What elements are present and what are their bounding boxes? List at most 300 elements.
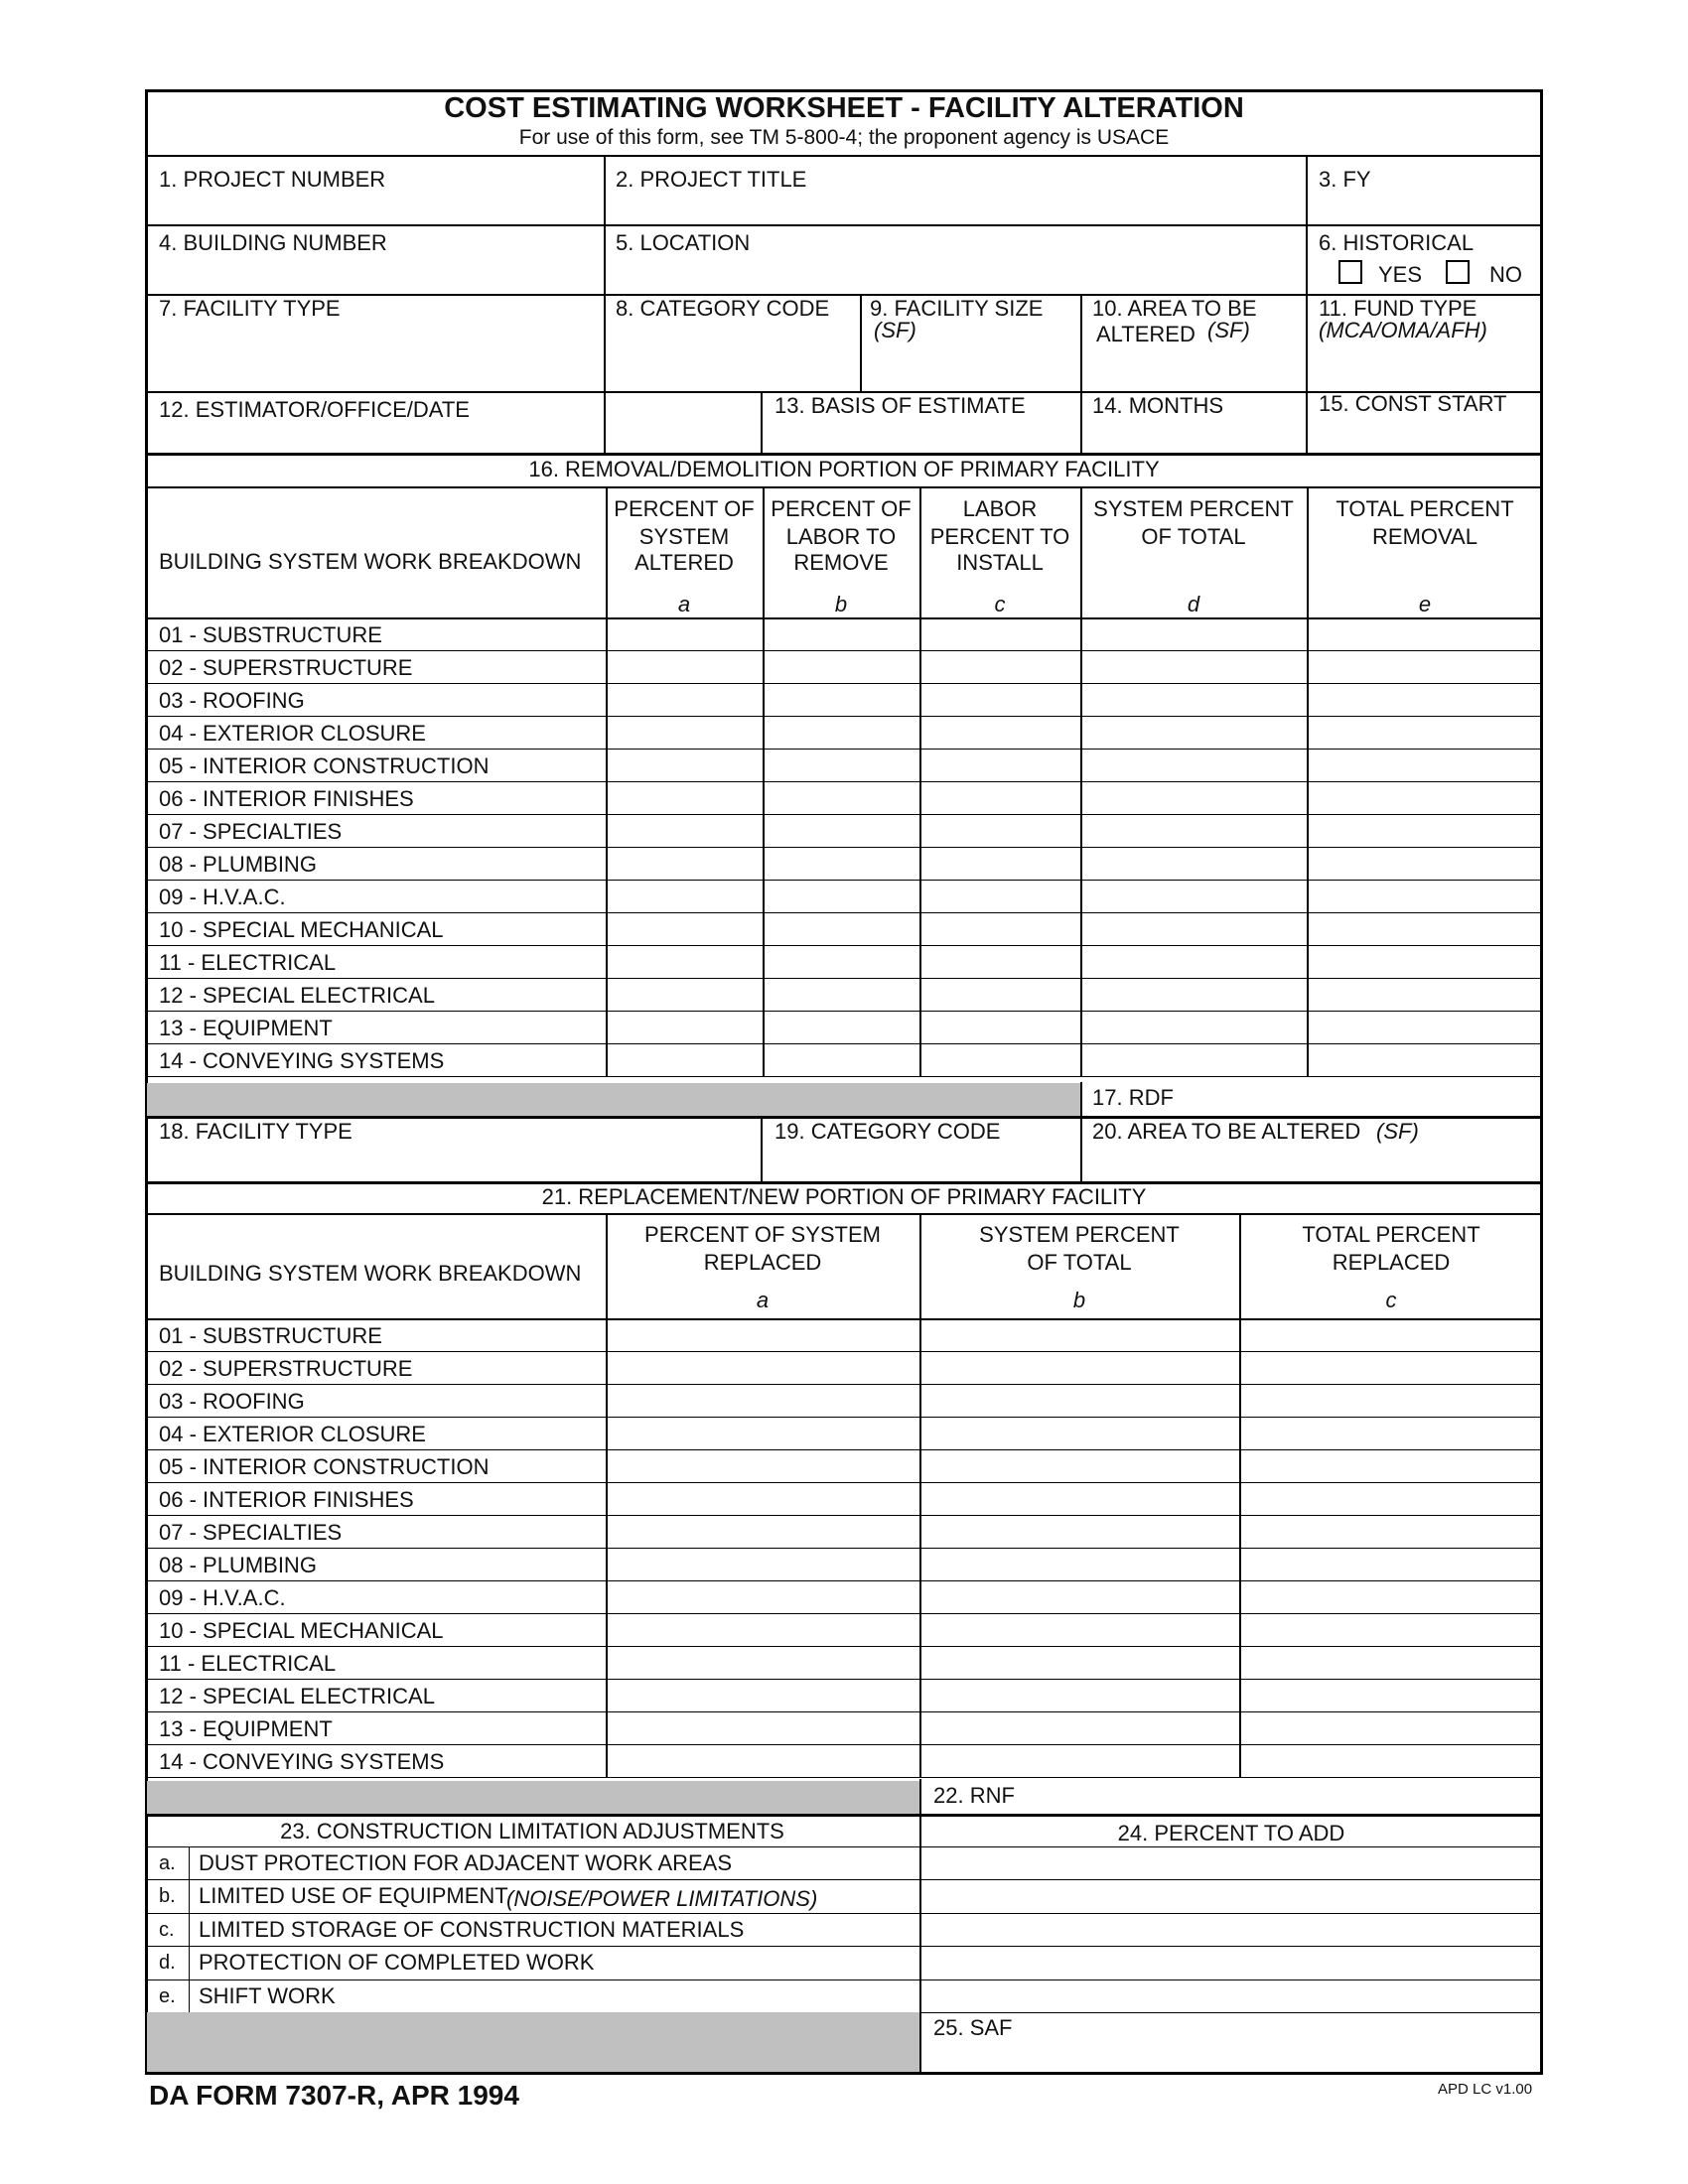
col-a-header-2: SYSTEM [638, 524, 730, 549]
removal-cell-b[interactable] [765, 751, 917, 779]
replacement-system-label: 03 - ROOFING [159, 1389, 305, 1414]
removal-cell-a[interactable] [608, 652, 761, 681]
removal-cell-e[interactable] [1309, 980, 1541, 1009]
repl-col-b-header-1: SYSTEM PERCENT [979, 1222, 1180, 1247]
divider [860, 294, 862, 393]
removal-cell-b[interactable] [765, 914, 917, 943]
row-divider [145, 1913, 1543, 1914]
row-divider [145, 978, 1543, 979]
percent-to-add-field[interactable] [923, 1848, 1539, 1877]
row-divider [145, 1646, 1543, 1647]
col-a-header-3: ALTERED [634, 550, 734, 575]
replacement-cell-a[interactable] [608, 1615, 917, 1644]
row-divider [145, 1515, 1543, 1516]
facility-size-field[interactable] [870, 349, 1074, 385]
limit-letter: b. [159, 1885, 176, 1907]
row-divider [145, 749, 1543, 750]
col-d-letter: d [1187, 592, 1200, 616]
removal-cell-e[interactable] [1309, 947, 1541, 976]
const-start-field[interactable] [1319, 423, 1527, 451]
replacement-cell-b[interactable] [921, 1386, 1237, 1415]
removal-system-label: 11 - ELECTRICAL [159, 950, 337, 975]
row-divider [145, 1384, 1543, 1385]
removal-cell-a[interactable] [608, 849, 761, 878]
limit-letter: a. [159, 1852, 176, 1874]
col-b-letter: b [834, 592, 848, 616]
col-c-header-2: PERCENT TO [929, 524, 1070, 549]
limit-letter: d. [159, 1952, 176, 1974]
replacement-cell-b[interactable] [921, 1713, 1237, 1742]
replacement-cell-b[interactable] [921, 1517, 1237, 1546]
replacement-cell-b[interactable] [921, 1419, 1237, 1447]
replacement-cell-b[interactable] [921, 1484, 1237, 1513]
fund-type-field[interactable] [1319, 349, 1527, 385]
removal-cell-d[interactable] [1082, 882, 1305, 910]
shaded-block [147, 2012, 919, 2072]
removal-cell-d[interactable] [1082, 816, 1305, 845]
removal-cell-a[interactable] [608, 751, 761, 779]
removal-cell-a[interactable] [608, 783, 761, 812]
replacement-cell-c[interactable] [1241, 1648, 1541, 1677]
row-divider [145, 1417, 1543, 1418]
removal-cell-d[interactable] [1082, 619, 1305, 648]
replacement-cell-b[interactable] [921, 1582, 1237, 1611]
removal-cell-c[interactable] [921, 947, 1078, 976]
divider [919, 1213, 921, 1777]
category-code-2-field[interactable] [774, 1148, 1072, 1177]
removal-cell-e[interactable] [1309, 652, 1541, 681]
col-e-header-2: REMOVAL [1372, 524, 1477, 549]
divider [919, 1814, 921, 2074]
limit-text: LIMITED STORAGE OF CONSTRUCTION MATERIALS [199, 1917, 745, 1942]
col-b-header-3: REMOVE [793, 550, 889, 575]
area-altered-label-2: ALTERED [1096, 322, 1196, 346]
divider [1307, 486, 1309, 1076]
replacement-cell-c[interactable] [1241, 1615, 1541, 1644]
replacement-system-label: 12 - SPECIAL ELECTRICAL [159, 1684, 435, 1708]
removal-cell-d[interactable] [1082, 685, 1305, 714]
divider [919, 1779, 921, 1815]
area-altered-2-field[interactable] [1092, 1148, 1529, 1177]
replacement-cell-a[interactable] [608, 1681, 917, 1709]
form-subtitle: For use of this form, see TM 5-800-4; the proponent agency is USACE [518, 126, 1170, 149]
replacement-cell-c[interactable] [1241, 1746, 1541, 1775]
removal-cell-a[interactable] [608, 882, 761, 910]
estimator-field[interactable] [159, 423, 755, 451]
divider [1080, 1116, 1082, 1181]
project-title-label: 2. PROJECT TITLE [616, 167, 807, 192]
divider [761, 1116, 763, 1181]
removal-system-label: 03 - ROOFING [159, 688, 305, 713]
basis-label: 13. BASIS OF ESTIMATE [774, 393, 1026, 418]
rnf-field[interactable] [1033, 1783, 1529, 1811]
percent-to-add-field[interactable] [923, 1981, 1539, 2010]
col-e-header-1: TOTAL PERCENT [1336, 496, 1514, 521]
removal-cell-d[interactable] [1082, 783, 1305, 812]
divider [145, 224, 1543, 226]
removal-cell-d[interactable] [1082, 1045, 1305, 1074]
removal-cell-c[interactable] [921, 685, 1078, 714]
removal-cell-e[interactable] [1309, 751, 1541, 779]
removal-cell-d[interactable] [1082, 652, 1305, 681]
row-divider [145, 847, 1543, 848]
divider [1239, 1213, 1241, 1777]
estimator-label: 12. ESTIMATOR/OFFICE/DATE [159, 397, 470, 422]
removal-cell-b[interactable] [765, 652, 917, 681]
replacement-cell-c[interactable] [1241, 1419, 1541, 1447]
removal-cell-e[interactable] [1309, 619, 1541, 648]
fy-field[interactable] [1319, 195, 1527, 222]
removal-system-label: 13 - EQUIPMENT [159, 1016, 333, 1040]
replacement-cell-a[interactable] [608, 1517, 917, 1546]
removal-cell-e[interactable] [1309, 914, 1541, 943]
form-version: APD LC v1.00 [1438, 2081, 1533, 2098]
removal-cell-e[interactable] [1309, 685, 1541, 714]
replacement-cell-b[interactable] [921, 1550, 1237, 1578]
form-title: COST ESTIMATING WORKSHEET - FACILITY ALTERATION [444, 92, 1244, 124]
removal-cell-c[interactable] [921, 1045, 1078, 1074]
divider [189, 1846, 190, 2012]
col-a-header-1: PERCENT OF [614, 496, 755, 521]
removal-cell-a[interactable] [608, 947, 761, 976]
replacement-cell-a[interactable] [608, 1648, 917, 1677]
replacement-system-label: 11 - ELECTRICAL [159, 1651, 337, 1676]
removal-cell-d[interactable] [1082, 980, 1305, 1009]
removal-cell-c[interactable] [921, 1013, 1078, 1041]
removal-cell-b[interactable] [765, 980, 917, 1009]
row-divider [145, 1879, 1543, 1880]
row-divider [145, 1613, 1543, 1614]
removal-cell-c[interactable] [921, 718, 1078, 747]
shaded-block [147, 1083, 1080, 1116]
replacement-cell-c[interactable] [1241, 1713, 1541, 1742]
area-altered-label: 10. AREA TO BE [1092, 296, 1257, 321]
removal-cell-b[interactable] [765, 783, 917, 812]
divider [1080, 486, 1082, 1076]
removal-cell-c[interactable] [921, 882, 1078, 910]
removal-cell-d[interactable] [1082, 1013, 1305, 1041]
removal-system-label: 07 - SPECIALTIES [159, 819, 343, 844]
removal-cell-e[interactable] [1309, 882, 1541, 910]
replacement-cell-b[interactable] [921, 1615, 1237, 1644]
divider [145, 1814, 1543, 1817]
divider [145, 155, 1543, 157]
form-number: DA FORM 7307-R, APR 1994 [149, 2080, 519, 2111]
divider [604, 155, 606, 453]
area-altered-2-label: 20. AREA TO BE ALTERED [1092, 1119, 1361, 1144]
historical-yes-label: YES [1378, 262, 1423, 287]
removal-cell-a[interactable] [608, 980, 761, 1009]
removal-section-title: 16. REMOVAL/DEMOLITION PORTION OF PRIMARY FACILITY [528, 457, 1160, 481]
area-altered-2-unit: (SF) [1376, 1119, 1419, 1144]
replacement-system-label: 09 - H.V.A.C. [159, 1585, 286, 1610]
removal-cell-a[interactable] [608, 1045, 761, 1074]
row-divider [145, 1043, 1543, 1044]
historical-no-checkbox[interactable] [1446, 260, 1470, 284]
removal-cell-c[interactable] [921, 652, 1078, 681]
limit-letter: e. [159, 1985, 176, 2007]
row-divider [145, 880, 1543, 881]
fund-type-label: 11. FUND TYPE [1319, 296, 1477, 321]
replacement-system-label: 02 - SUPERSTRUCTURE [159, 1356, 413, 1381]
rdf-field[interactable] [1192, 1086, 1529, 1114]
row-divider [145, 1846, 1543, 1847]
replacement-cell-c[interactable] [1241, 1386, 1541, 1415]
removal-system-label: 09 - H.V.A.C. [159, 885, 286, 909]
removal-cell-d[interactable] [1082, 947, 1305, 976]
replacement-breakdown-label: BUILDING SYSTEM WORK BREAKDOWN [159, 1261, 582, 1286]
replacement-cell-b[interactable] [921, 1451, 1237, 1480]
basis-field[interactable] [774, 423, 1072, 451]
removal-cell-b[interactable] [765, 1013, 917, 1041]
limit-letter: c. [159, 1919, 175, 1941]
removal-cell-c[interactable] [921, 619, 1078, 648]
removal-cell-d[interactable] [1082, 751, 1305, 779]
limit-note: (NOISE/POWER LIMITATIONS) [506, 1886, 818, 1911]
row-divider [145, 1548, 1543, 1549]
removal-cell-b[interactable] [765, 882, 917, 910]
col-b-header-1: PERCENT OF [771, 496, 912, 521]
replacement-system-label: 10 - SPECIAL MECHANICAL [159, 1618, 444, 1643]
facility-type-2-label: 18. FACILITY TYPE [159, 1119, 352, 1144]
col-c-letter: c [994, 592, 1006, 616]
shaded-block [147, 1781, 919, 1814]
removal-cell-a[interactable] [608, 685, 761, 714]
row-divider [145, 1482, 1543, 1483]
removal-cell-a[interactable] [608, 914, 761, 943]
replacement-cell-c[interactable] [1241, 1320, 1541, 1349]
replacement-cell-c[interactable] [1241, 1353, 1541, 1382]
col-c-header-1: LABOR [962, 496, 1038, 521]
category-code-2-label: 19. CATEGORY CODE [774, 1119, 1001, 1144]
row-divider [145, 1679, 1543, 1680]
const-start-label: 15. CONST START [1319, 391, 1507, 416]
rdf-label: 17. RDF [1092, 1085, 1174, 1110]
row-divider [145, 912, 1543, 913]
limits-title: 23. CONSTRUCTION LIMITATION ADJUSTMENTS [280, 1819, 784, 1843]
divider [1080, 294, 1082, 453]
row-divider [145, 1946, 1543, 1947]
row-divider [145, 945, 1543, 946]
removal-cell-b[interactable] [765, 947, 917, 976]
historical-label: 6. HISTORICAL [1319, 230, 1475, 255]
col-b-header-2: LABOR TO [785, 524, 897, 549]
removal-cell-c[interactable] [921, 849, 1078, 878]
replacement-cell-a[interactable] [608, 1484, 917, 1513]
facility-type-label: 7. FACILITY TYPE [159, 296, 341, 321]
replacement-cell-b[interactable] [921, 1681, 1237, 1709]
replacement-cell-a[interactable] [608, 1451, 917, 1480]
row-divider [145, 1777, 1543, 1778]
location-field[interactable] [616, 260, 1301, 288]
replacement-system-label: 13 - EQUIPMENT [159, 1716, 333, 1741]
replacement-system-label: 06 - INTERIOR FINISHES [159, 1487, 414, 1512]
removal-cell-b[interactable] [765, 619, 917, 648]
limit-text: SHIFT WORK [199, 1983, 336, 2008]
building-number-field[interactable] [159, 260, 596, 288]
removal-cell-d[interactable] [1082, 914, 1305, 943]
removal-cell-b[interactable] [765, 685, 917, 714]
removal-system-label: 14 - CONVEYING SYSTEMS [159, 1048, 445, 1073]
row-divider [145, 683, 1543, 684]
divider [606, 486, 608, 1076]
removal-system-label: 05 - INTERIOR CONSTRUCTION [159, 753, 490, 778]
replacement-cell-c[interactable] [1241, 1550, 1541, 1578]
replacement-cell-c[interactable] [1241, 1451, 1541, 1480]
fund-type-sub: (MCA/OMA/AFH) [1319, 318, 1487, 342]
row-divider [145, 650, 1543, 651]
repl-col-c-letter: c [1385, 1288, 1397, 1312]
replacement-cell-c[interactable] [1241, 1681, 1541, 1709]
rnf-label: 22. RNF [933, 1783, 1015, 1808]
removal-cell-e[interactable] [1309, 718, 1541, 747]
row-divider [145, 1076, 1543, 1077]
replacement-cell-c[interactable] [1241, 1517, 1541, 1546]
replacement-system-label: 05 - INTERIOR CONSTRUCTION [159, 1454, 490, 1479]
row-divider [145, 1351, 1543, 1352]
months-field[interactable] [1092, 423, 1301, 451]
replacement-system-label: 01 - SUBSTRUCTURE [159, 1323, 382, 1348]
replacement-section-title: 21. REPLACEMENT/NEW PORTION OF PRIMARY FACILITY [541, 1184, 1147, 1209]
row-divider [145, 1449, 1543, 1450]
percent-to-add-field[interactable] [923, 1948, 1539, 1977]
col-d-header-2: OF TOTAL [1141, 524, 1246, 549]
removal-cell-c[interactable] [921, 751, 1078, 779]
removal-cell-a[interactable] [608, 619, 761, 648]
facility-size-label: 9. FACILITY SIZE [870, 296, 1044, 321]
category-code-label: 8. CATEGORY CODE [616, 296, 830, 321]
saf-field[interactable] [1033, 2015, 1529, 2065]
removal-cell-d[interactable] [1082, 718, 1305, 747]
removal-cell-b[interactable] [765, 1045, 917, 1074]
category-code-field[interactable] [616, 349, 854, 385]
removal-cell-b[interactable] [765, 849, 917, 878]
removal-system-label: 02 - SUPERSTRUCTURE [159, 655, 413, 680]
row-divider [145, 716, 1543, 717]
removal-cell-a[interactable] [608, 1013, 761, 1041]
area-altered-field[interactable] [1092, 349, 1297, 385]
replacement-cell-a[interactable] [608, 1713, 917, 1742]
historical-no-label: NO [1489, 262, 1522, 287]
project-number-label: 1. PROJECT NUMBER [159, 167, 386, 192]
percent-add-title: 24. PERCENT TO ADD [1117, 1821, 1345, 1845]
historical-yes-checkbox[interactable] [1338, 260, 1362, 284]
row-divider [145, 1011, 1543, 1012]
facility-type-2-field[interactable] [159, 1148, 755, 1177]
project-title-field[interactable] [616, 195, 1301, 222]
months-label: 14. MONTHS [1092, 393, 1224, 418]
replacement-cell-b[interactable] [921, 1746, 1237, 1775]
replacement-cell-c[interactable] [1241, 1484, 1541, 1513]
replacement-system-label: 14 - CONVEYING SYSTEMS [159, 1749, 445, 1774]
removal-cell-a[interactable] [608, 718, 761, 747]
facility-size-unit: (SF) [874, 318, 916, 342]
removal-cell-c[interactable] [921, 980, 1078, 1009]
limit-text: DUST PROTECTION FOR ADJACENT WORK AREAS [199, 1850, 733, 1875]
divider [1306, 155, 1308, 453]
row-divider [145, 814, 1543, 815]
removal-system-label: 08 - PLUMBING [159, 852, 317, 877]
removal-system-label: 10 - SPECIAL MECHANICAL [159, 917, 444, 942]
removal-system-label: 06 - INTERIOR FINISHES [159, 786, 414, 811]
removal-cell-c[interactable] [921, 914, 1078, 943]
location-label: 5. LOCATION [616, 230, 751, 255]
removal-system-label: 12 - SPECIAL ELECTRICAL [159, 983, 435, 1008]
repl-col-a-header-1: PERCENT OF SYSTEM [644, 1222, 881, 1247]
removal-cell-e[interactable] [1309, 783, 1541, 812]
repl-col-c-header-1: TOTAL PERCENT [1302, 1222, 1480, 1247]
replacement-cell-a[interactable] [608, 1353, 917, 1382]
repl-col-c-header-2: REPLACED [1332, 1250, 1451, 1275]
replacement-cell-b[interactable] [921, 1648, 1237, 1677]
replacement-cell-c[interactable] [1241, 1582, 1541, 1611]
repl-col-a-letter: a [756, 1288, 770, 1312]
removal-cell-a[interactable] [608, 816, 761, 845]
facility-type-field[interactable] [159, 349, 596, 385]
replacement-cell-a[interactable] [608, 1550, 917, 1578]
replacement-cell-b[interactable] [921, 1320, 1237, 1349]
removal-system-label: 01 - SUBSTRUCTURE [159, 622, 382, 647]
divider [919, 486, 921, 1076]
limit-text: PROTECTION OF COMPLETED WORK [199, 1950, 595, 1975]
limit-text: LIMITED USE OF EQUIPMENT [199, 1883, 508, 1908]
replacement-cell-b[interactable] [921, 1353, 1237, 1382]
removal-cell-d[interactable] [1082, 849, 1305, 878]
row-divider [145, 1979, 1543, 1980]
building-number-label: 4. BUILDING NUMBER [159, 230, 387, 255]
removal-cell-c[interactable] [921, 816, 1078, 845]
removal-system-label: 04 - EXTERIOR CLOSURE [159, 721, 426, 746]
removal-cell-e[interactable] [1309, 1045, 1541, 1074]
row-divider [145, 1744, 1543, 1745]
removal-cell-e[interactable] [1309, 849, 1541, 878]
row-divider [145, 1580, 1543, 1581]
repl-col-b-header-2: OF TOTAL [1027, 1250, 1132, 1275]
divider [145, 486, 1543, 488]
divider [145, 453, 1543, 456]
divider [606, 1213, 608, 1777]
replacement-cell-a[interactable] [608, 1320, 917, 1349]
divider [763, 486, 765, 1076]
removal-cell-c[interactable] [921, 783, 1078, 812]
replacement-system-label: 04 - EXTERIOR CLOSURE [159, 1422, 426, 1446]
col-a-letter: a [677, 592, 691, 616]
replacement-system-label: 08 - PLUMBING [159, 1553, 317, 1577]
replacement-cell-a[interactable] [608, 1419, 917, 1447]
divider [1080, 1082, 1082, 1118]
col-c-header-3: INSTALL [956, 550, 1044, 575]
removal-cell-b[interactable] [765, 816, 917, 845]
row-divider [145, 1711, 1543, 1712]
removal-cell-b[interactable] [765, 718, 917, 747]
divider [145, 1213, 1543, 1215]
col-e-letter: e [1418, 592, 1432, 616]
removal-breakdown-label: BUILDING SYSTEM WORK BREAKDOWN [159, 549, 582, 574]
removal-cell-e[interactable] [1309, 1013, 1541, 1041]
area-altered-unit: (SF) [1207, 318, 1250, 342]
replacement-system-label: 07 - SPECIALTIES [159, 1520, 343, 1545]
percent-to-add-field[interactable] [923, 1915, 1539, 1944]
replacement-cell-a[interactable] [608, 1746, 917, 1775]
replacement-cell-a[interactable] [608, 1582, 917, 1611]
percent-to-add-field[interactable] [923, 1881, 1539, 1910]
project-number-field[interactable] [159, 195, 596, 222]
fy-label: 3. FY [1319, 167, 1371, 192]
removal-cell-e[interactable] [1309, 816, 1541, 845]
col-d-header-1: SYSTEM PERCENT [1093, 496, 1294, 521]
replacement-cell-a[interactable] [608, 1386, 917, 1415]
repl-col-a-header-2: REPLACED [703, 1250, 822, 1275]
